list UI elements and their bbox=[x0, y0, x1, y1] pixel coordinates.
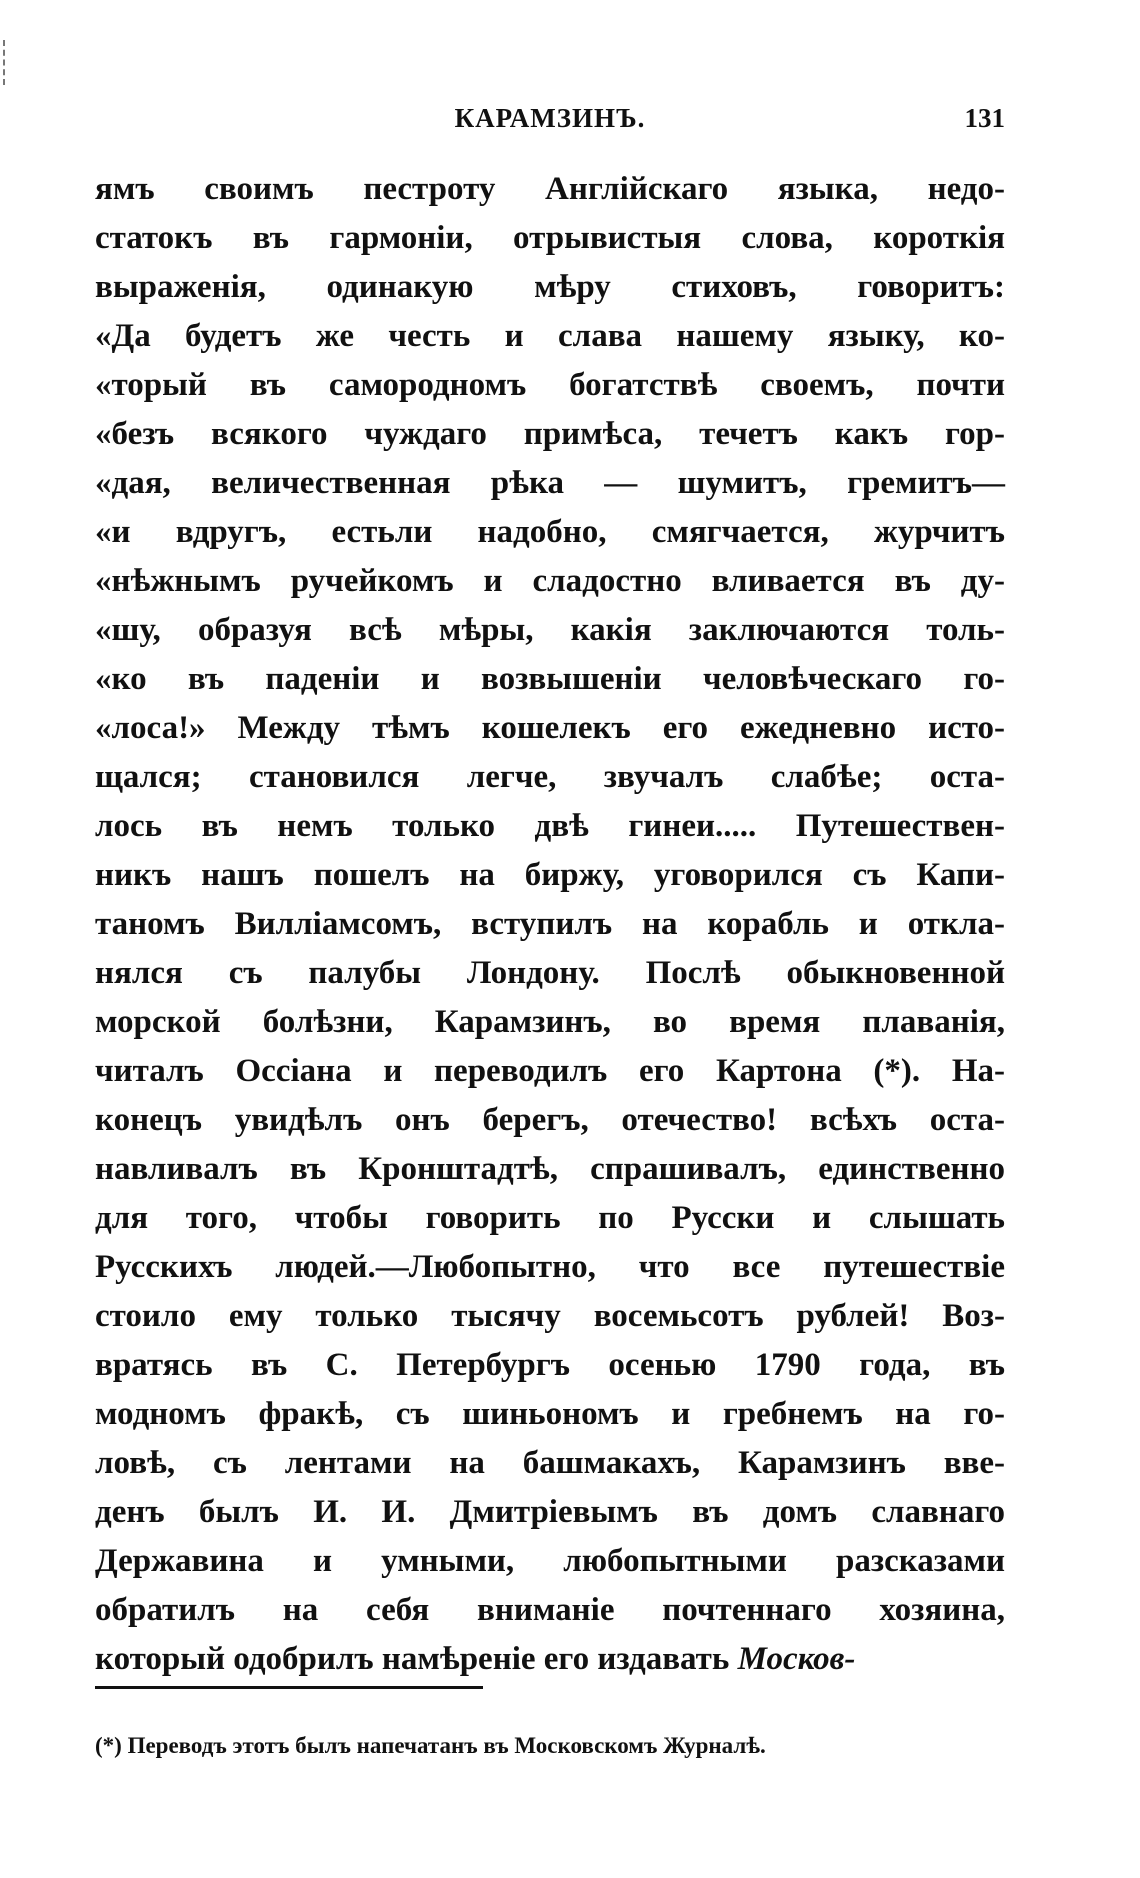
scan-edge-mark bbox=[3, 40, 5, 85]
text-line: «ко въ паденіи и возвышеніи человѣческаго го- bbox=[95, 661, 1005, 697]
text-line: денъ былъ И. И. Дмитріевымъ въ домъ славнаго bbox=[95, 1494, 1005, 1530]
text-line: для того, чтобы говорить по Русски и слышать bbox=[95, 1200, 1005, 1236]
text-line: выраженія, одинакую мѣру стиховъ, говоритъ: bbox=[95, 269, 1005, 305]
text-line: «торый въ самородномъ богатствѣ своемъ, почти bbox=[95, 367, 1005, 403]
text-line: «безъ всякого чуждаго примѣса, течетъ какъ гор- bbox=[95, 416, 1005, 452]
text-line-last bbox=[95, 1635, 1005, 1684]
text-line: никъ нашъ пошелъ на биржу, уговорился съ Капи- bbox=[95, 857, 1005, 893]
text-line: «дая, величественная рѣка — шумитъ, гремитъ— bbox=[95, 465, 1005, 501]
text-line: навливалъ въ Кронштадтѣ, спрашивалъ, единственно bbox=[95, 1151, 1005, 1187]
text-line: Державина и умными, любопытными разсказами bbox=[95, 1543, 1005, 1579]
text-line: ловѣ, съ лентами на башмакахъ, Карамзинъ вве- bbox=[95, 1445, 1005, 1481]
footnote: (*) Переводъ этотъ былъ напечатанъ въ Московскомъ Журналѣ. bbox=[95, 1733, 766, 1758]
text-line: морской болѣзни, Карамзинъ, во время плаванія, bbox=[95, 1004, 1005, 1040]
text-line: стоило ему только тысячу восемьсотъ рублей! Воз- bbox=[95, 1298, 1005, 1334]
text-line: обратилъ на себя вниманіе почтеннаго хозяина, bbox=[95, 1592, 1005, 1628]
text-line: «лоса!» Между тѣмъ кошелекъ его ежедневно исто- bbox=[95, 710, 1005, 746]
text-line: «нѣжнымъ ручейкомъ и сладостно вливается въ ду- bbox=[95, 563, 1005, 599]
page-number: 131 bbox=[964, 103, 1005, 133]
running-title: КАРАМЗИНЪ. bbox=[454, 103, 646, 133]
text-line: вратясь въ С. Петербургъ осенью 1790 года, въ bbox=[95, 1347, 1005, 1383]
text-line: таномъ Вилліамсомъ, вступилъ на корабль и откла- bbox=[95, 906, 1005, 942]
text-line: «Да будетъ же честь и слава нашему языку, ко- bbox=[95, 318, 1005, 354]
text-line: щался; становился легче, звучалъ слабѣе; оста- bbox=[95, 759, 1005, 795]
last-line-italic: Москов- bbox=[737, 1641, 856, 1677]
text-line: читалъ Оссіана и переводилъ его Картона (*). На- bbox=[95, 1053, 1005, 1089]
main-text bbox=[95, 165, 1005, 1684]
text-line: «и вдругъ, естьли надобно, смягчается, журчитъ bbox=[95, 514, 1005, 550]
text-line: «шу, образуя всѣ мѣры, какія заключаются толь- bbox=[95, 612, 1005, 648]
text-line: модномъ фракѣ, съ шиньономъ и гребнемъ на го- bbox=[95, 1396, 1005, 1432]
text-line: Русскихъ людей.—Любопытно, что все путешествіе bbox=[95, 1249, 1005, 1285]
text-line: конецъ увидѣлъ онъ берегъ, отечество! всѣхъ оста- bbox=[95, 1102, 1005, 1138]
page-header bbox=[95, 98, 1005, 138]
text-line: нялся съ палубы Лондону. Послѣ обыкновенной bbox=[95, 955, 1005, 991]
text-line: лось въ немъ только двѣ гинеи..... Путешествен- bbox=[95, 808, 1005, 844]
footnote-divider bbox=[95, 1686, 483, 1689]
last-line-text: который одобрилъ намѣреніе его издавать bbox=[95, 1641, 738, 1677]
text-line: статокъ въ гармоніи, отрывистыя слова, короткія bbox=[95, 220, 1005, 256]
text-line: ямъ своимъ пестроту Англійскаго языка, недо- bbox=[95, 171, 1005, 207]
